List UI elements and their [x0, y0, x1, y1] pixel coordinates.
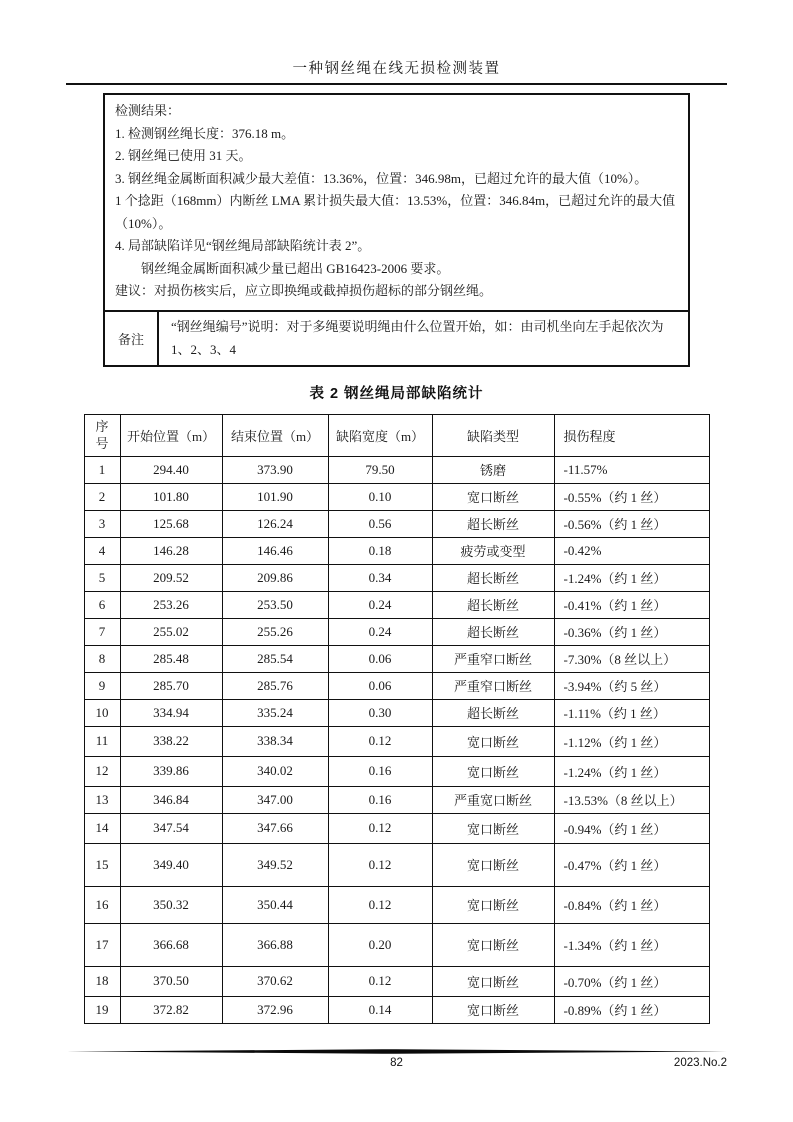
- results-line: 2. 钢丝绳已使用 31 天。: [115, 148, 252, 163]
- table-row: [84, 726, 709, 756]
- table-cell: 严重窄口断丝: [432, 672, 554, 699]
- table-cell: 13: [84, 786, 120, 813]
- table-cell: 346.84: [120, 786, 222, 813]
- table-cell: 0.12: [328, 966, 432, 996]
- page-number: 82: [390, 1057, 403, 1069]
- table-cell: -1.11%（约 1 丝）: [554, 699, 709, 726]
- table-cell: 11: [84, 726, 120, 756]
- table-cell: -0.84%（约 1 丝）: [554, 886, 709, 923]
- table-cell: 253.26: [120, 591, 222, 618]
- table-cell: 16: [84, 886, 120, 923]
- table-cell: 209.52: [120, 564, 222, 591]
- table-cell: 255.02: [120, 618, 222, 645]
- table-cell: -0.36%（约 1 丝）: [554, 618, 709, 645]
- table-cell: 126.24: [222, 510, 328, 537]
- remark-text: “钢丝绳编号”说明：对于多绳要说明绳由什么位置开始，如：由司机坐向左手起依次为 1、2、3、4: [158, 311, 689, 366]
- table-cell: 370.62: [222, 966, 328, 996]
- table-cell: 宽口断丝: [432, 726, 554, 756]
- table-cell: 18: [84, 966, 120, 996]
- results-line: 检测结果：: [115, 103, 181, 118]
- table-cell: 347.66: [222, 813, 328, 843]
- table-cell: 372.82: [120, 996, 222, 1023]
- table-cell: 335.24: [222, 699, 328, 726]
- table-cell: 366.68: [120, 923, 222, 966]
- table-cell: 锈磨: [432, 456, 554, 483]
- table-cell: 373.90: [222, 456, 328, 483]
- table-cell: -0.42%: [554, 537, 709, 564]
- table-cell: 101.80: [120, 483, 222, 510]
- table-row: [84, 813, 709, 843]
- results-line: 3. 钢丝绳金属断面积减少最大差值：13.36%，位置：346.98m，已超过允许的最大值（10%）。: [115, 170, 648, 186]
- table-cell: 0.34: [328, 564, 432, 591]
- table-cell: 宽口断丝: [432, 996, 554, 1023]
- results-box: [103, 93, 690, 367]
- column-header-end-position: 结束位置（m）: [222, 414, 328, 456]
- table-cell: 334.94: [120, 699, 222, 726]
- table-cell: 146.46: [222, 537, 328, 564]
- results-line: 钢丝绳金属断面积减少量已超出 GB16423-2006 要求。: [115, 260, 450, 276]
- table-cell: 285.48: [120, 645, 222, 672]
- table-cell: 14: [84, 813, 120, 843]
- table-cell: 3: [84, 510, 120, 537]
- table-header-row: [84, 414, 709, 456]
- table-cell: 349.40: [120, 843, 222, 886]
- table-cell: 超长断丝: [432, 564, 554, 591]
- table-cell: 0.20: [328, 923, 432, 966]
- table-cell: 350.32: [120, 886, 222, 923]
- column-header-start-position: 开始位置（m）: [120, 414, 222, 456]
- table-cell: 285.70: [120, 672, 222, 699]
- results-lines: [104, 94, 689, 311]
- remark-row: [104, 311, 689, 366]
- table-title: 表 2 钢丝绳局部缺陷统计: [309, 385, 484, 402]
- table-cell: 372.96: [222, 996, 328, 1023]
- table-cell: 宽口断丝: [432, 813, 554, 843]
- table-cell: -11.57%: [554, 456, 709, 483]
- table-row: [84, 786, 709, 813]
- table-cell: 4: [84, 537, 120, 564]
- table-cell: 349.52: [222, 843, 328, 886]
- table-cell: 17: [84, 923, 120, 966]
- table-cell: 338.22: [120, 726, 222, 756]
- table-cell: -1.12%（约 1 丝）: [554, 726, 709, 756]
- results-row: [104, 94, 689, 311]
- table-row: [84, 672, 709, 699]
- table-cell: 9: [84, 672, 120, 699]
- table-cell: 338.34: [222, 726, 328, 756]
- table-cell: 超长断丝: [432, 510, 554, 537]
- table-row: [84, 996, 709, 1023]
- table-row: [84, 843, 709, 886]
- results-line: 1. 检测钢丝绳长度：376.18 m。: [115, 125, 295, 141]
- table-cell: 0.06: [328, 645, 432, 672]
- table-cell: 10: [84, 699, 120, 726]
- page-title: 一种钢丝绳在线无损检测装置: [292, 61, 501, 77]
- table-cell: 宽口断丝: [432, 886, 554, 923]
- table-cell: 125.68: [120, 510, 222, 537]
- footer-divider: [66, 1049, 727, 1054]
- table-cell: -13.53%（8 丝以上）: [554, 786, 709, 813]
- table-cell: 8: [84, 645, 120, 672]
- table-cell: 0.56: [328, 510, 432, 537]
- table-cell: 285.76: [222, 672, 328, 699]
- column-header-index: 序号: [84, 414, 120, 456]
- table-cell: 0.16: [328, 756, 432, 786]
- table-cell: 350.44: [222, 886, 328, 923]
- table-row: [84, 966, 709, 996]
- table-cell: 0.12: [328, 726, 432, 756]
- table-cell: 209.86: [222, 564, 328, 591]
- table-row: [84, 591, 709, 618]
- table-row: [84, 618, 709, 645]
- table-cell: 101.90: [222, 483, 328, 510]
- defect-table: [84, 414, 710, 1024]
- table-cell: 0.06: [328, 672, 432, 699]
- table-cell: 2: [84, 483, 120, 510]
- table-cell: 宽口断丝: [432, 923, 554, 966]
- table-cell: 0.12: [328, 813, 432, 843]
- table-cell: 347.00: [222, 786, 328, 813]
- table-row: [84, 923, 709, 966]
- table-cell: 0.12: [328, 886, 432, 923]
- table-cell: 0.12: [328, 843, 432, 886]
- column-header-damage-degree: 损伤程度: [554, 414, 709, 456]
- table-cell: 宽口断丝: [432, 483, 554, 510]
- table-cell: -0.56%（约 1 丝）: [554, 510, 709, 537]
- table-cell: 255.26: [222, 618, 328, 645]
- table-cell: 疲劳或变型: [432, 537, 554, 564]
- table-cell: -7.30%（8 丝以上）: [554, 645, 709, 672]
- table-cell: -0.41%（约 1 丝）: [554, 591, 709, 618]
- table-row: [84, 699, 709, 726]
- footer-meta: [66, 1057, 727, 1073]
- table-cell: 超长断丝: [432, 591, 554, 618]
- table-row: [84, 537, 709, 564]
- issue-number: 2023.No.2: [673, 1057, 727, 1069]
- table-cell: 253.50: [222, 591, 328, 618]
- table-cell: 0.16: [328, 786, 432, 813]
- table-row: [84, 886, 709, 923]
- table-cell: 超长断丝: [432, 618, 554, 645]
- table-cell: 1: [84, 456, 120, 483]
- table-cell: -0.94%（约 1 丝）: [554, 813, 709, 843]
- table-cell: -3.94%（约 5 丝）: [554, 672, 709, 699]
- table-cell: 285.54: [222, 645, 328, 672]
- table-cell: -1.24%（约 1 丝）: [554, 756, 709, 786]
- table-row: [84, 483, 709, 510]
- table-row: [84, 645, 709, 672]
- table-cell: 5: [84, 564, 120, 591]
- table-cell: 严重宽口断丝: [432, 786, 554, 813]
- header-divider: [66, 83, 727, 85]
- table-cell: 6: [84, 591, 120, 618]
- table-cell: -0.47%（约 1 丝）: [554, 843, 709, 886]
- results-line: 建议：对损伤核实后，应立即换绳或截掉损伤超标的部分钢丝绳。: [115, 283, 493, 298]
- table-cell: 15: [84, 843, 120, 886]
- table-cell: 0.10: [328, 483, 432, 510]
- results-line: 1 个捻距（168mm）内断丝 LMA 累计损失最大值：13.53%，位置：346.84m，已超过允许的最大值（10%）。: [115, 193, 676, 231]
- table-cell: 宽口断丝: [432, 756, 554, 786]
- table-cell: 12: [84, 756, 120, 786]
- table-cell: 严重窄口断丝: [432, 645, 554, 672]
- table-cell: -0.70%（约 1 丝）: [554, 966, 709, 996]
- table-cell: -0.89%（约 1 丝）: [554, 996, 709, 1023]
- table-cell: 超长断丝: [432, 699, 554, 726]
- table-cell: 366.88: [222, 923, 328, 966]
- page-footer: [66, 1049, 727, 1073]
- table-cell: 宽口断丝: [432, 843, 554, 886]
- defect-table-body: [84, 456, 709, 1023]
- table-row: [84, 564, 709, 591]
- results-line: 4. 局部缺陷详见“钢丝绳局部缺陷统计表 2”。: [115, 238, 371, 253]
- table-row: [84, 456, 709, 483]
- table-cell: 0.18: [328, 537, 432, 564]
- table-cell: 370.50: [120, 966, 222, 996]
- table-cell: 347.54: [120, 813, 222, 843]
- column-header-defect-type: 缺陷类型: [432, 414, 554, 456]
- table-cell: 7: [84, 618, 120, 645]
- table-cell: 340.02: [222, 756, 328, 786]
- table-cell: 0.24: [328, 591, 432, 618]
- table-cell: -1.24%（约 1 丝）: [554, 564, 709, 591]
- table-cell: -0.55%（约 1 丝）: [554, 483, 709, 510]
- table-cell: 0.14: [328, 996, 432, 1023]
- table-cell: 294.40: [120, 456, 222, 483]
- table-cell: 0.30: [328, 699, 432, 726]
- table-row: [84, 510, 709, 537]
- table-cell: 19: [84, 996, 120, 1023]
- table-cell: 146.28: [120, 537, 222, 564]
- table-cell: 0.24: [328, 618, 432, 645]
- table-cell: 339.86: [120, 756, 222, 786]
- table-cell: 79.50: [328, 456, 432, 483]
- table-cell: 宽口断丝: [432, 966, 554, 996]
- remark-label: 备注: [104, 311, 158, 366]
- table-cell: -1.34%（约 1 丝）: [554, 923, 709, 966]
- column-header-defect-width: 缺陷宽度（m）: [328, 414, 432, 456]
- table-row: [84, 756, 709, 786]
